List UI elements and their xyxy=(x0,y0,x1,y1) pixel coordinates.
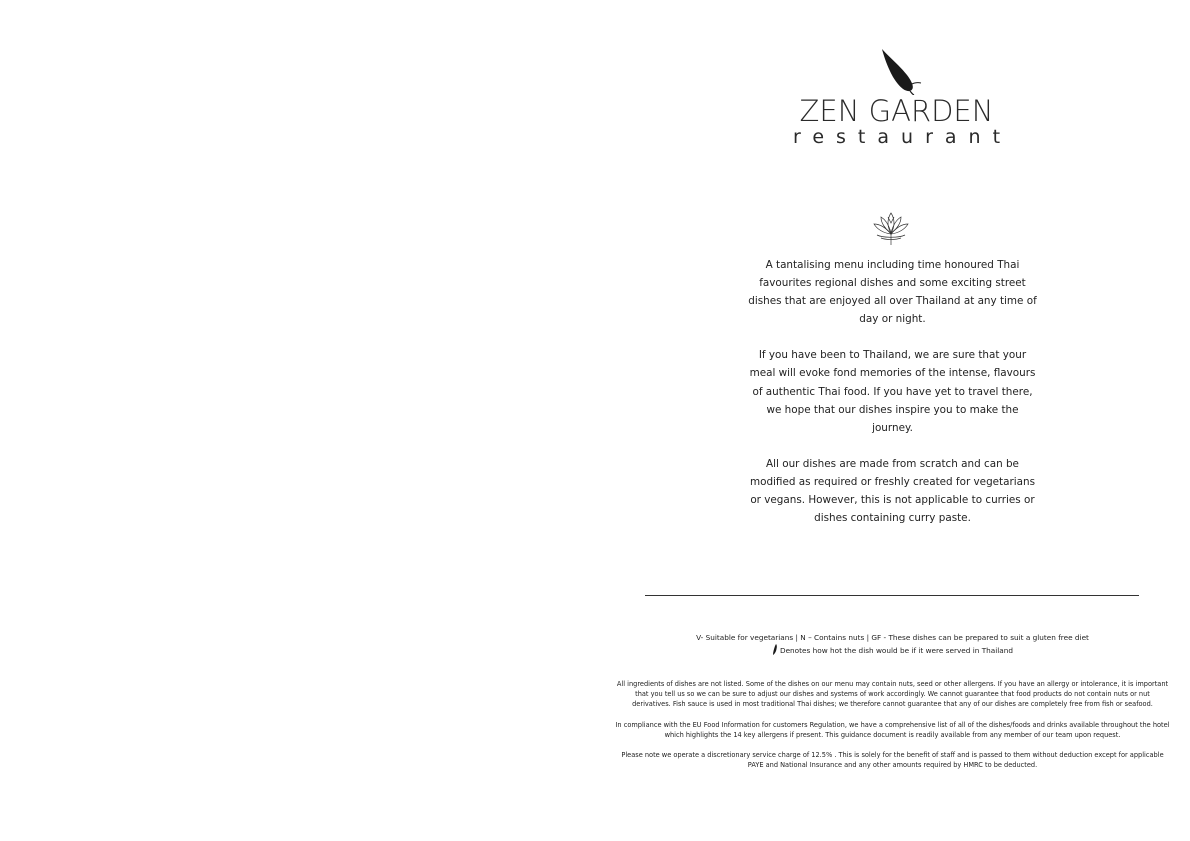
regulation-paragraph: In compliance with the EU Food Information for customers Regulation, we have a comprehensive list of all of the dishes/foods and drinks available throughout the hotel which highlights the 14 key allergens if present. This guidance document is readily available from any member of our team upon request. xyxy=(615,720,1170,739)
brand-name: ZEN GARDEN xyxy=(799,94,994,128)
legend-heat-note xyxy=(615,644,1170,657)
dietary-legend xyxy=(615,632,1170,657)
service-charge-paragraph: Please note we operate a discretionary service charge of 12.5% . This is solely for the benefit of staff and is passed to them without deduction except for applicable PAYE and National Insurance and any other amounts required by HMRC to be deducted. xyxy=(621,751,1164,769)
legend-symbols: V- Suitable for vegetarians | N – Contains nuts | GF - These dishes can be prepared to suit a gluten free diet xyxy=(696,633,1089,642)
intro-paragraph: A tantalising menu including time honoured Thai favourites regional dishes and some exciting street dishes that are enjoyed all over Thailand at any time of day or night. xyxy=(748,259,1037,326)
lotus-icon xyxy=(871,209,911,247)
restaurant-logo xyxy=(595,45,1190,148)
intro-paragraph: All our dishes are made from scratch and can be modified as required or freshly created for vegetarians or vegans. However, this is not applicable to curries or dishes containing curry paste. xyxy=(749,457,1036,525)
legend-heat-text: Denotes how hot the dish would be if it were served in Thailand xyxy=(779,646,1014,655)
divider-line xyxy=(645,595,1139,596)
brand-subtitle: restaurant xyxy=(792,126,1013,148)
leaf-icon xyxy=(879,45,923,95)
menu-cover-page xyxy=(595,0,1190,841)
allergen-notice xyxy=(615,679,1170,781)
intro-paragraph: If you have been to Thailand, we are sure that your meal will evoke fond memories of the intense, flavours of authentic Thai food. If you have yet to travel there, we hope that our dishes inspire you to make the journey. xyxy=(749,349,1036,434)
allergen-paragraph: All ingredients of dishes are not listed. Some of the dishes on our menu may contain nuts, seed or other allergens. If you have an allergy or intolerance, it is important that you tell us so we can be sure to adjust our dishes and systems of work accordingly. We cannot guarantee that food products do not contain nuts or nut derivatives. Fish sauce is used in most traditional Thai dishes; we therefore cannot guarantee that any of our dishes are completely free from fish or seafood. xyxy=(616,680,1169,708)
menu-introduction xyxy=(745,256,1040,545)
chili-icon xyxy=(772,644,778,655)
